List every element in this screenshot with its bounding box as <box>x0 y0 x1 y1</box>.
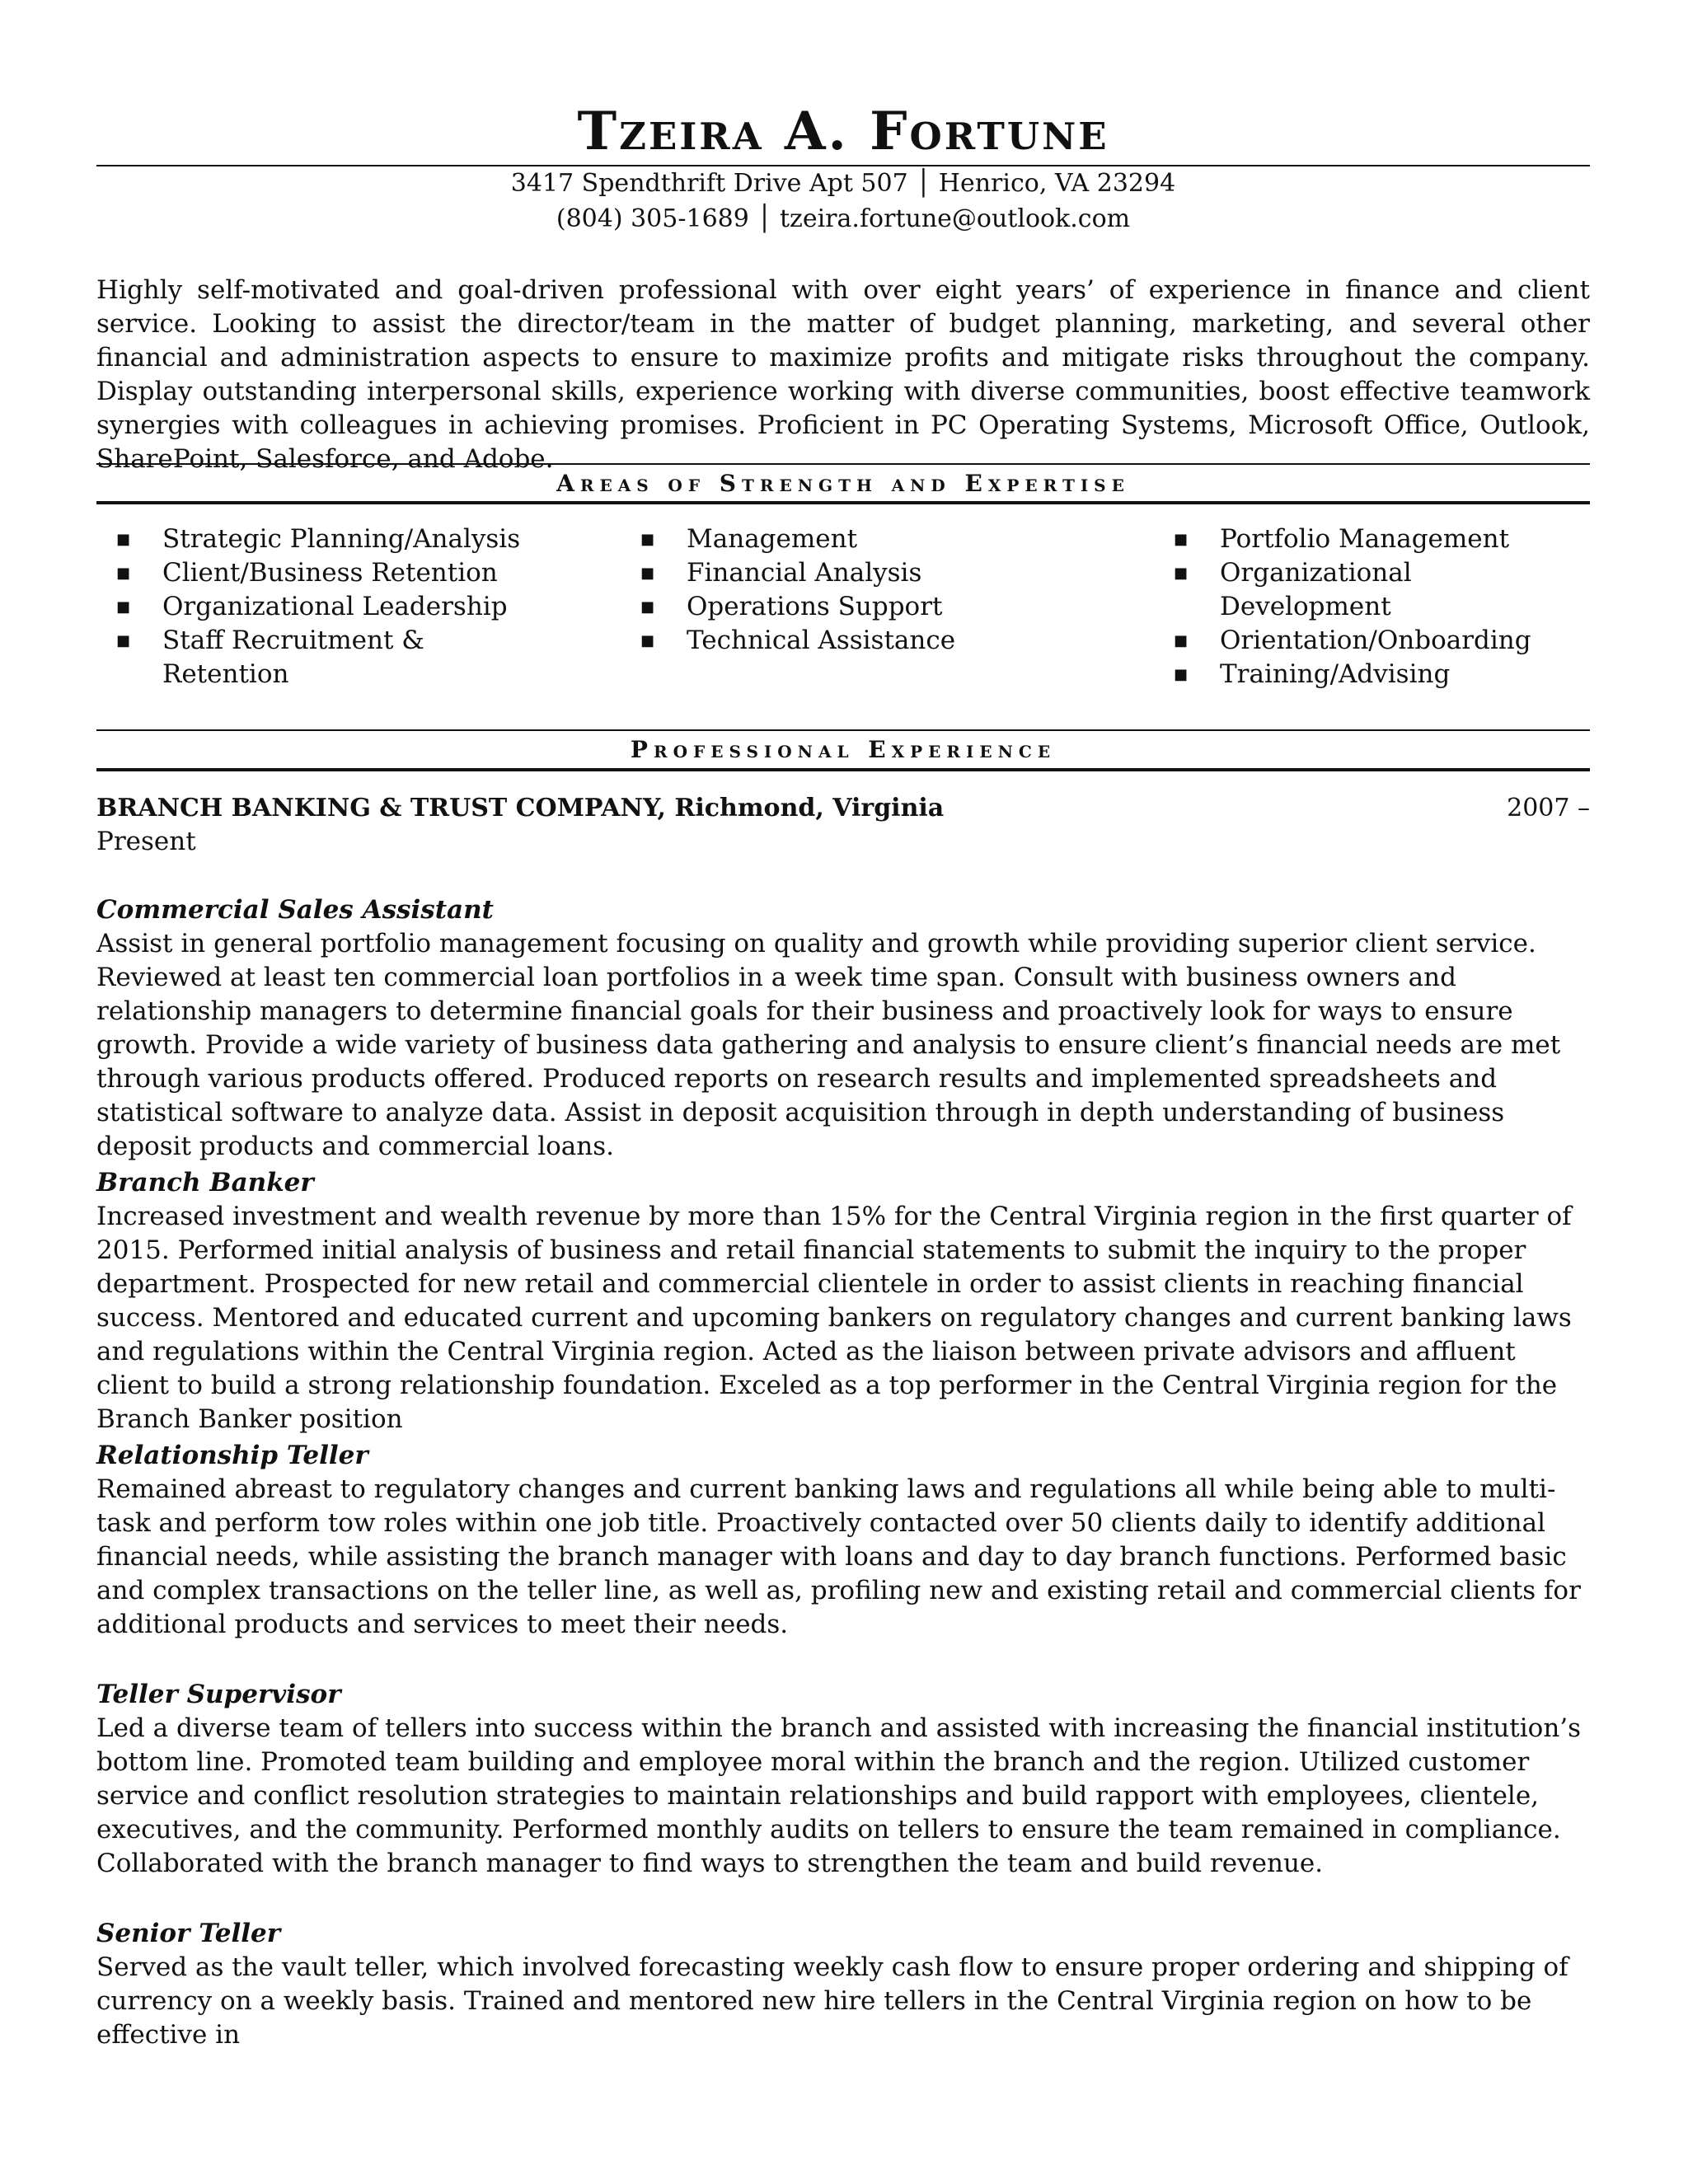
strengths-bottom-rule <box>96 501 1590 504</box>
employment-present: Present <box>96 827 196 856</box>
role-teller-supervisor <box>96 1678 1590 1881</box>
list-item: ■ Operations Support <box>621 590 1082 624</box>
square-bullet-icon: ■ <box>1174 632 1189 649</box>
experience-section-title: Professional Experience <box>630 736 1057 763</box>
role-title: Relationship Teller <box>96 1441 368 1470</box>
professional-summary: Highly self-motivated and goal-driven professional with over eight years’ of experience in finance and client service. Looking to assist the director/team in the matter of budget planning, marketing, and several other financial and administration aspects to ensure to maximize profits and mitigate risks throughout the company. Display outstanding interpersonal skills, experience working with diverse communities, boost effective teamwork synergies with colleagues in achieving promises. Proficient in PC Operating Systems, Microsoft Office, Outlook, SharePoint, Salesforce, and Adobe. <box>96 275 1590 474</box>
candidate-name: Tzeira A. Fortune <box>577 101 1109 162</box>
list-item: ■ Portfolio Management <box>1154 523 1566 556</box>
strengths-column-1 <box>96 523 558 691</box>
strengths-top-rule <box>96 463 1590 465</box>
role-description: Led a diverse team of tellers into success within the branch and assisted with increasing the financial institution’s bottom line. Promoted team building and employee moral within the branch and the region. Utilized customer service and conflict resolution strategies to maintain relationships and build rapport with employees, clientele, executives, and the community. Performed monthly audits on tellers to ensure the team remained in compliance. Collaborated with the branch manager to find ways to strengthen the team and build revenue. <box>96 1713 1582 1878</box>
list-item: ■ Training/Advising <box>1154 658 1566 691</box>
strengths-column-3 <box>1154 523 1566 691</box>
experience-top-rule <box>96 729 1590 731</box>
square-bullet-icon: ■ <box>640 598 655 616</box>
square-bullet-icon: ■ <box>1174 666 1189 683</box>
employer-heading <box>96 791 1590 825</box>
square-bullet-icon: ■ <box>116 632 131 649</box>
contact-phone-email: (804) 305-1689 │ tzeira.fortune@outlook.com <box>556 204 1131 233</box>
list-item: ■ Organizational Development <box>1174 558 1412 621</box>
role-title: Branch Banker <box>96 1168 314 1197</box>
square-bullet-icon: ■ <box>116 531 131 548</box>
role-description: Remained abreast to regulatory changes and current banking laws and regulations all while being able to multi-task and perform tow roles within one job title. Proactively contacted over 50 clients daily to identify additional financial needs, while assisting the branch manager with loans and day to day branch functions. Performed basic and complex transactions on the teller line, as well as, profiling new and existing retail and commercial clients for additional products and services to meet their needs. <box>96 1474 1581 1639</box>
role-branch-banker <box>96 1166 1590 1436</box>
square-bullet-icon: ■ <box>640 531 655 548</box>
list-item: ■ Strategic Planning/Analysis <box>96 523 558 556</box>
role-title: Senior Teller <box>96 1919 281 1948</box>
role-relationship-teller <box>96 1439 1590 1642</box>
role-description: Assist in general portfolio management focusing on quality and growth while providing superior client service. Reviewed at least ten commercial loan portfolios in a week time span. Consult with business owners and relationship managers to determine financial goals for their business and proactively look for ways to ensure growth. Provide a wide variety of business data gathering and analysis to ensure client’s financial needs are met through various products offered. Produced reports on research results and implemented spreadsheets and statistical software to analyze data. Assist in deposit acquisition through in depth understanding of business deposit products and commercial loans. <box>96 929 1561 1161</box>
square-bullet-icon: ■ <box>1174 565 1189 582</box>
header-divider <box>96 165 1590 166</box>
role-description: Increased investment and wealth revenue by more than 15% for the Central Virginia region in the first quarter of 2015. Performed initial analysis of business and retail financial statements to submit the inquiry to the proper department. Prospected for new retail and commercial clientele in order to assist clients in reaching financial success. Mentored and educated current and upcoming bankers on regulatory changes and current banking laws and regulations within the Central Virginia region. Acted as the liaison between private advisors and affluent client to build a strong relationship foundation. Exceled as a top performer in the Central Virginia region for the Branch Banker position <box>96 1202 1572 1434</box>
strengths-column-2 <box>621 523 1082 658</box>
role-commercial-sales-assistant <box>96 893 1590 1164</box>
role-title: Commercial Sales Assistant <box>96 895 494 925</box>
square-bullet-icon: ■ <box>640 565 655 582</box>
square-bullet-icon: ■ <box>116 565 131 582</box>
strengths-section-title: Areas of Strength and Expertise <box>556 470 1130 497</box>
list-item: ■ Client/Business Retention <box>96 556 558 590</box>
list-item: ■ Financial Analysis <box>621 556 1082 590</box>
employer-name: BRANCH BANKING & TRUST COMPANY, Richmond, Virginia <box>96 794 945 823</box>
list-item: ■ Organizational Leadership <box>96 590 558 624</box>
list-item: ■ Staff Recruitment & Retention <box>116 626 424 689</box>
contact-address: 3417 Spendthrift Drive Apt 507 │ Henrico, VA 23294 <box>510 169 1176 198</box>
list-item: ■ Orientation/Onboarding <box>1154 624 1566 658</box>
square-bullet-icon: ■ <box>116 598 131 616</box>
square-bullet-icon: ■ <box>640 632 655 649</box>
strengths-list <box>96 523 1590 689</box>
employment-dates: 2007 – <box>1507 794 1590 823</box>
experience-bottom-rule <box>96 768 1590 771</box>
square-bullet-icon: ■ <box>1174 531 1189 548</box>
role-title: Teller Supervisor <box>96 1680 341 1709</box>
list-item: ■ Technical Assistance <box>621 624 1082 658</box>
role-description: Served as the vault teller, which involved forecasting weekly cash flow to ensure proper ordering and shipping of currency on a weekly basis. Trained and mentored new hire tellers in the Central Virginia region on how to be effective in <box>96 1952 1568 2050</box>
list-item: ■ Management <box>621 523 1082 556</box>
role-senior-teller <box>96 1917 1590 2052</box>
